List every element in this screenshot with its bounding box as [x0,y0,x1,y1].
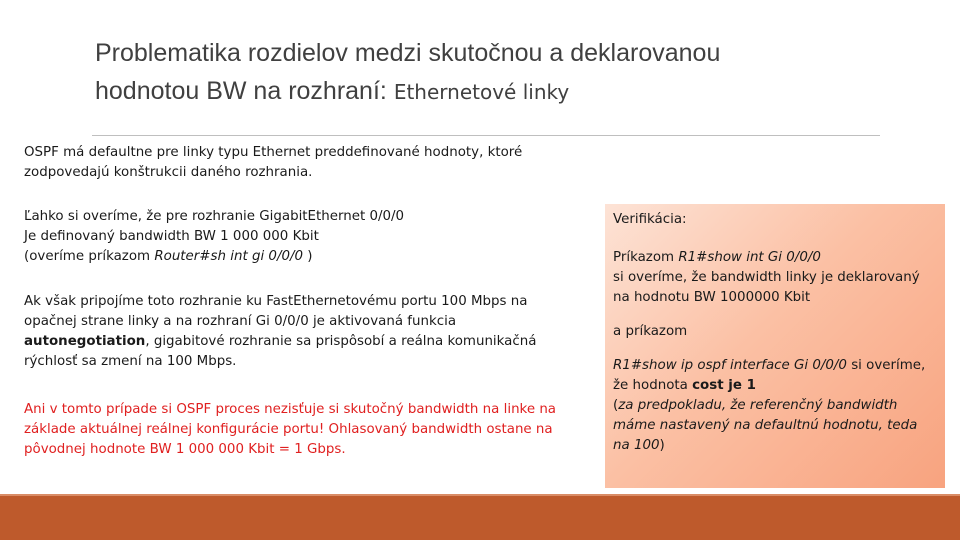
intro-paragraph: OSPF má defaultne pre linky typu Ethernet preddefinované hodnoty, ktoré zodpovedajú konštrukcii daného rozhrania. [24,145,523,180]
note-close: ) [659,438,665,453]
cmd1-command: R1#show int Gi 0/0/0 [678,250,821,265]
title-subtitle: Ethernetové linky [393,80,570,104]
autoneg-text-a: Ak však pripojíme toto rozhranie ku FastEthernetovému portu 100 Mbps na opačnej strane linky a na rozhraní Gi 0/0/0 je aktivovaná funkcia [24,294,528,329]
verification-panel [605,204,945,488]
cmd2-bold: cost je 1 [692,378,756,393]
gigabit-line-3-post: ) [303,249,313,264]
title-divider [92,135,880,136]
gigabit-command: Router#sh int gi 0/0/0 [154,249,304,264]
autoneg-bold: autonegotiation [24,334,146,349]
title-line-2-text: hodnotou BW na rozhraní: [95,77,387,105]
verification-and: a príkazom [613,324,688,339]
verification-cmd2 [613,356,935,456]
note-text: za predpokladu, že referenčný bandwidth máme nastavený na defaultnú hodnotu, teda na 100 [613,398,918,453]
warning-paragraph: Ani v tomto prípade si OSPF proces nezisťuje si skutočný bandwidth na linke na základe aktuálnej reálnej konfigurácie portu! Ohlasovaný bandwidth ostane na pôvodnej hodnote BW 1 000 000 Kbit = 1 Gbps. [24,402,557,457]
verification-cmd1 [613,248,935,308]
slide-title [95,34,915,111]
gigabit-paragraph [24,207,584,267]
title-line-1: Problematika rozdielov medzi skutočnou a deklarovanou [95,39,721,67]
note-open: ( [613,398,619,413]
verification-heading: Verifikácia: [613,212,687,227]
footer-bar [0,496,960,540]
autonegotiation-paragraph [24,292,584,372]
cmd1-post: si overíme, že bandwidth linky je deklarovaný na hodnotu BW 1000000 Kbit [613,270,920,305]
cmd2-post: si overíme, že hodnota [613,358,926,393]
gigabit-line-3-pre: (overíme príkazom [24,249,155,264]
title-line-2 [95,72,915,111]
autoneg-text-b: , gigabitové rozhranie sa prispôsobí a reálna komunikačná rýchlosť sa zmení na 100 Mbps. [24,334,537,369]
gigabit-line-1: Ľahko si overíme, že pre rozhranie GigabitEthernet 0/0/0 [24,209,405,224]
cmd1-pre: Príkazom [613,250,679,265]
cmd2-command: R1#show ip ospf interface Gi 0/0/0 [613,358,847,373]
gigabit-line-2: Je definovaný bandwidth BW 1 000 000 Kbit [24,229,319,244]
